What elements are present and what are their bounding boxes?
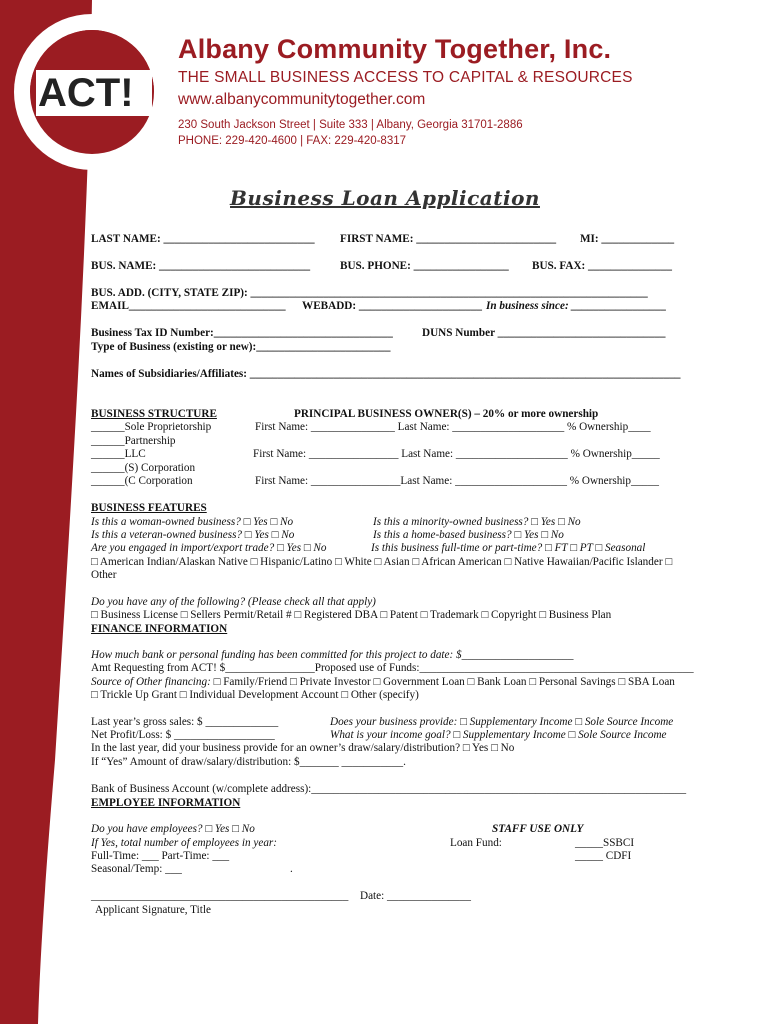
have-employees-question[interactable]: Do you have employees? □ Yes □ No <box>91 823 255 835</box>
structure-option[interactable]: ______(C Corporation <box>91 475 193 487</box>
documents-question: Do you have any of the following? (Please check all that apply) <box>91 596 376 608</box>
structure-option[interactable]: ______Sole Proprietorship <box>91 421 212 433</box>
owner-row[interactable]: First Name: _______________ Last Name: ____________________ % Ownership____ <box>255 421 651 433</box>
net-profit-field[interactable]: Net Profit/Loss: $ __________________ <box>91 729 275 741</box>
staff-use-heading: STAFF USE ONLY <box>492 823 584 835</box>
stray-dot: . <box>290 863 293 875</box>
veteran-owned-question[interactable]: Is this a veteran-owned business? □ Yes □ No <box>91 529 295 541</box>
other-financing-options-2[interactable]: □ Trickle Up Grant □ Individual Development Account □ Other (specify) <box>91 689 419 701</box>
structure-option[interactable]: ______Partnership <box>91 435 176 447</box>
mi-field[interactable]: MI: _____________ <box>580 233 675 245</box>
logo: ACT! <box>38 71 134 115</box>
bus-name-field[interactable]: BUS. NAME: ___________________________ <box>91 260 311 272</box>
funding-committed-field[interactable]: How much bank or personal funding has been committed for this project to date: $____________________ <box>91 649 574 661</box>
ethnicity-options[interactable]: □ American Indian/Alaskan Native □ Hispanic/Latino □ White □ Asian □ African American □ Native Hawaiian/Pacific Islander □ <box>91 556 673 568</box>
loan-fund-label: Loan Fund: <box>450 837 502 849</box>
finance-heading: FINANCE INFORMATION <box>91 623 228 635</box>
signature-line[interactable]: ______________________________________________ <box>91 890 349 902</box>
signature-label: Applicant Signature, Title <box>95 904 211 916</box>
form-title: Business Loan Application <box>230 186 540 210</box>
business-features-heading: BUSINESS FEATURES <box>91 502 207 514</box>
income-provide-question[interactable]: Does your business provide: □ Supplementary Income □ Sole Source Income <box>330 716 674 728</box>
structure-option[interactable]: ______LLC <box>91 448 146 460</box>
full-part-time-field[interactable]: Full-Time: ___ Part-Time: ___ <box>91 850 230 862</box>
full-part-time-question[interactable]: Is this business full-time or part-time? □ FT □ PT □ Seasonal <box>371 542 646 554</box>
bank-account-field[interactable]: Bank of Business Account (w/complete address):___________________________________________________________________ <box>91 783 687 795</box>
amount-requesting-field[interactable]: Amt Requesting from ACT! $________________Proposed use of Funds:_________________________________________________ <box>91 662 694 674</box>
seasonal-field[interactable]: Seasonal/Temp: ___ <box>91 863 182 875</box>
business-structure-heading: BUSINESS STRUCTURE <box>91 408 217 420</box>
org-name: Albany Community Together, Inc. <box>178 34 612 64</box>
in-business-since-field[interactable]: In business since: _________________ <box>486 300 667 312</box>
documents-options[interactable]: □ Business License □ Sellers Permit/Retail # □ Registered DBA □ Patent □ Trademark □ Copyright □ Business Plan <box>91 609 612 621</box>
email-field[interactable]: EMAIL____________________________ <box>91 300 286 312</box>
structure-option[interactable]: ______(S) Corporation <box>91 462 196 474</box>
type-of-business-field[interactable]: Type of Business (existing or new):________________________ <box>91 341 391 353</box>
website[interactable]: www.albanycommunitytogether.com <box>178 91 426 108</box>
minority-owned-question[interactable]: Is this a minority-owned business? □ Yes □ No <box>373 516 581 528</box>
letterhead <box>178 34 633 147</box>
gross-sales-field[interactable]: Last year’s gross sales: $ _____________ <box>91 716 279 728</box>
employee-heading: EMPLOYEE INFORMATION <box>91 797 241 809</box>
last-name-field[interactable]: LAST NAME: ___________________________ <box>91 233 315 245</box>
import-export-question[interactable]: Are you engaged in import/export trade? □ Yes □ No <box>91 542 327 554</box>
bus-phone-field[interactable]: BUS. PHONE: _________________ <box>340 260 509 272</box>
duns-field[interactable]: DUNS Number ______________________________ <box>422 327 666 339</box>
first-name-field[interactable]: FIRST NAME: _________________________ <box>340 233 557 245</box>
other-financing-options[interactable]: Source of Other financing: □ Family/Friend □ Private Investor □ Government Loan □ Bank Loan □ Personal Savings □ SBA Loan <box>91 676 675 688</box>
bus-address-field[interactable]: BUS. ADD. (CITY, STATE ZIP): _______________________________________________________________________ <box>91 287 648 299</box>
owner-row[interactable]: First Name: ________________Last Name: ____________________ % Ownership_____ <box>255 475 659 487</box>
tagline: THE SMALL BUSINESS ACCESS TO CAPITAL & RESOURCES <box>178 69 633 86</box>
address: 230 South Jackson Street | Suite 333 | Albany, Georgia 31701-2886 <box>178 119 523 131</box>
owner-row[interactable]: First Name: ________________ Last Name: ____________________ % Ownership_____ <box>253 448 660 460</box>
phone-fax: PHONE: 229-420-4600 | FAX: 229-420-8317 <box>178 135 407 147</box>
tax-id-field[interactable]: Business Tax ID Number:________________________________ <box>91 327 393 339</box>
ssbci-field[interactable]: _____SSBCI <box>575 837 635 849</box>
date-field[interactable]: Date: _______________ <box>360 890 471 902</box>
bus-fax-field[interactable]: BUS. FAX: _______________ <box>532 260 672 272</box>
home-based-question[interactable]: Is this a home-based business? □ Yes □ No <box>373 529 564 541</box>
woman-owned-question[interactable]: Is this a woman-owned business? □ Yes □ No <box>91 516 294 528</box>
ethnicity-other: Other <box>91 569 117 581</box>
webadd-field[interactable]: WEBADD: ______________________ <box>302 300 482 312</box>
owners-heading: PRINCIPAL BUSINESS OWNER(S) – 20% or more ownership <box>294 408 599 420</box>
owner-draw-question[interactable]: In the last year, did your business provide for an owner’s draw/salary/distribution? □ Yes □ No <box>91 742 515 754</box>
income-goal-question[interactable]: What is your income goal? □ Supplementary Income □ Sole Source Income <box>330 729 667 741</box>
draw-amount-field[interactable]: If “Yes” Amount of draw/salary/distribution: $_______ ___________. <box>91 756 406 768</box>
other-financing-text: □ Family/Friend □ Private Investor □ Government Loan □ Bank Loan □ Personal Savings □ SBA Loan <box>213 676 675 688</box>
employee-count-label: If Yes, total number of employees in year: <box>91 837 278 849</box>
subsidiaries-field[interactable]: Names of Subsidiaries/Affiliates: _____________________________________________________________________________ <box>91 368 681 380</box>
cdfi-field[interactable]: _____ CDFI <box>575 850 632 862</box>
